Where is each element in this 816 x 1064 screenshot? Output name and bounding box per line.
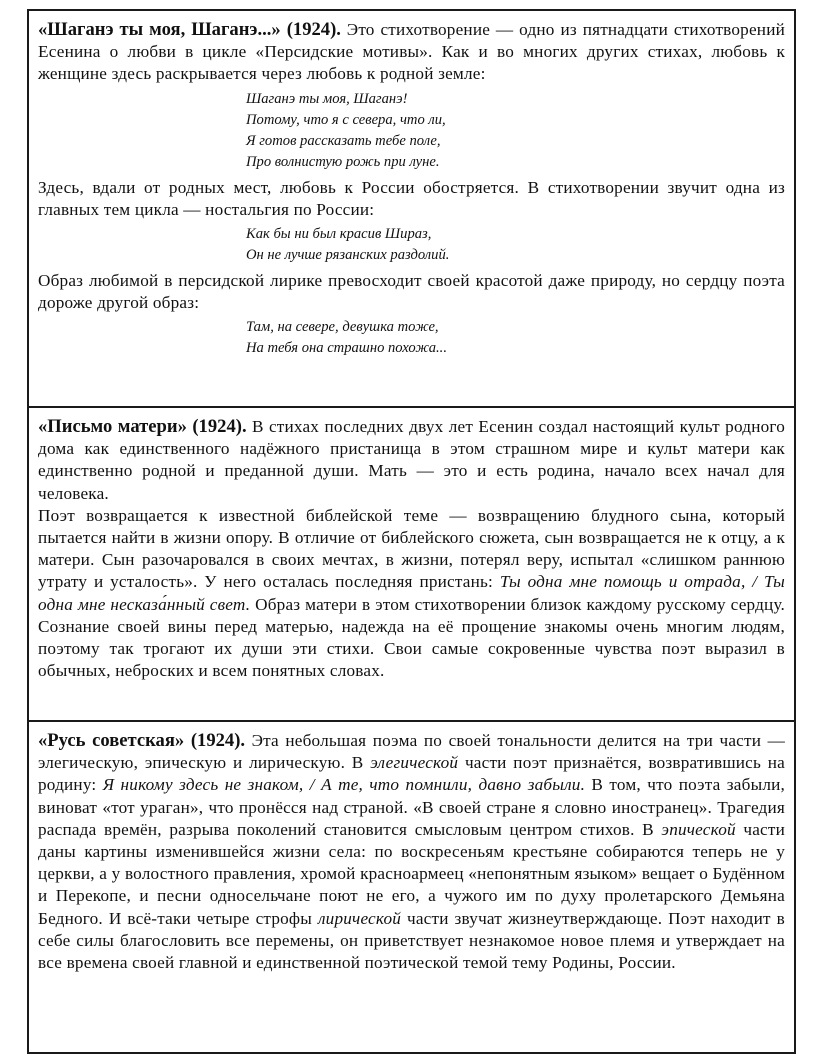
- entry-text: части поэт признаётся, возвратившись на родину:: [38, 753, 785, 795]
- entry-paragraph: Образ любимой в персидской лирике превосходит своей красотой даже природу, но сердцу поэта дороже другой образ:: [38, 271, 785, 313]
- entry-paragraph: [38, 19, 785, 86]
- poem-line: Я готов рассказать тебе поле,: [246, 132, 441, 149]
- entry-text: В стихах последних двух лет Есенин создал настоящий культ родного дома как единственного надёжного пристанища в этом страшном мире и культ матери как единственно родной и преданной души. Мать — это и есть родина, начало всех начал для человека.: [38, 417, 785, 503]
- poem-line: Про волнистую рожь при луне.: [246, 153, 440, 170]
- entry-paragraph: [38, 416, 785, 505]
- entry-title: «Письмо матери» (1924).: [38, 416, 247, 437]
- entry-shagane: [27, 9, 796, 408]
- entry-text: В том, что поэта забыли, виноват «тот ураган», что пронёсся над страной. «В своей стране я словно иностранец». Трагедия распада времён, разрыва поколений становится смысловым центром стихов. В: [38, 775, 785, 839]
- poem-line: Шаганэ ты моя, Шаганэ!: [246, 90, 408, 107]
- entry-paragraph: [38, 730, 785, 974]
- entry-soviet-rus: [27, 720, 796, 1054]
- entry-title: «Шаганэ ты моя, Шаганэ...» (1924).: [38, 19, 341, 40]
- poem-line: Потому, что я с севера, что ли,: [246, 111, 446, 128]
- document-page: [27, 9, 796, 1054]
- poem-line: Как бы ни был красив Шираз,: [246, 226, 432, 243]
- entry-title: «Русь советская» (1924).: [38, 730, 246, 751]
- poem-quote: [246, 317, 785, 359]
- entry-emphasis: эпической: [661, 819, 736, 839]
- entry-text: Это стихотворение — одно из пятнадцати стихотворений Есенина о любви в цикле «Персидские мотивы». Как и во многих других стихах, любовь к женщине здесь раскрывается через любовь к родной земле:: [38, 20, 785, 84]
- entry-text: части даны картины изменившейся жизни села: по воскресеньям крестьяне собираются теперь не у церкви, а у волостного правления, хромой красноармеец «непонятным языком» вещает о Будённом и Перекопе, и песни односельчане поют не его, а чужого им по духу пролетарского Демьяна Бедного. И всё-таки четыре строфы: [38, 819, 785, 928]
- entry-emphasis: лирической: [317, 908, 402, 928]
- poem-line: На тебя она страшно похожа...: [246, 340, 447, 357]
- entry-letter-to-mother: [27, 406, 796, 722]
- entry-quote: Ты одна мне помощь и отрада, / Ты одна мне несказа́нный свет.: [38, 572, 785, 614]
- entry-text: Образ матери в этом стихотворении близок каждому русскому сердцу. Сознание своей вины перед матерью, надежда на её прощение знакомы очень многим людям, поэтому так трогают их души эти стихи. Свои самые сокровенные чувства поэт выразил в обычных, неброских и всем понятных словах.: [38, 594, 786, 681]
- poem-quote: [246, 224, 785, 266]
- poem-quote: [246, 89, 785, 173]
- entry-emphasis: элегической: [370, 753, 459, 773]
- entry-text: части звучат жизнеутверждающе. Поэт находит в себе силы благословить все перемены, он приветствует незнакомое новое племя и утверждает на все времена своей главной и единственной поэтической темой тему Родины, России.: [38, 908, 785, 973]
- poem-line: Там, на севере, девушка тоже,: [246, 319, 439, 336]
- entry-text: Поэт возвращается к известной библейской теме — возвращению блудного сына, который пытается найти в жизни опору. В отличие от библейского сюжета, сын возвращается не к отцу, а к матери. Сын разочаровался в своих мечтах, в жизни, потерял веру, испытал «слишком раннюю утрату и усталость». У него осталась последняя пристань:: [38, 505, 785, 592]
- poem-line: Он не лучше рязанских раздолий.: [246, 247, 450, 264]
- entry-quote: Я никому здесь не знаком, / А те, что помнили, давно забыли.: [102, 775, 586, 795]
- entry-text: Эта небольшая поэма по своей тональности делится на три части — элегическую, эпическую и лирическую. В: [38, 731, 785, 773]
- entry-paragraph: [38, 505, 785, 683]
- entry-paragraph: Здесь, вдали от родных мест, любовь к России обостряется. В стихотворении звучит одна из главных тем цикла — ностальгия по России:: [38, 177, 785, 219]
